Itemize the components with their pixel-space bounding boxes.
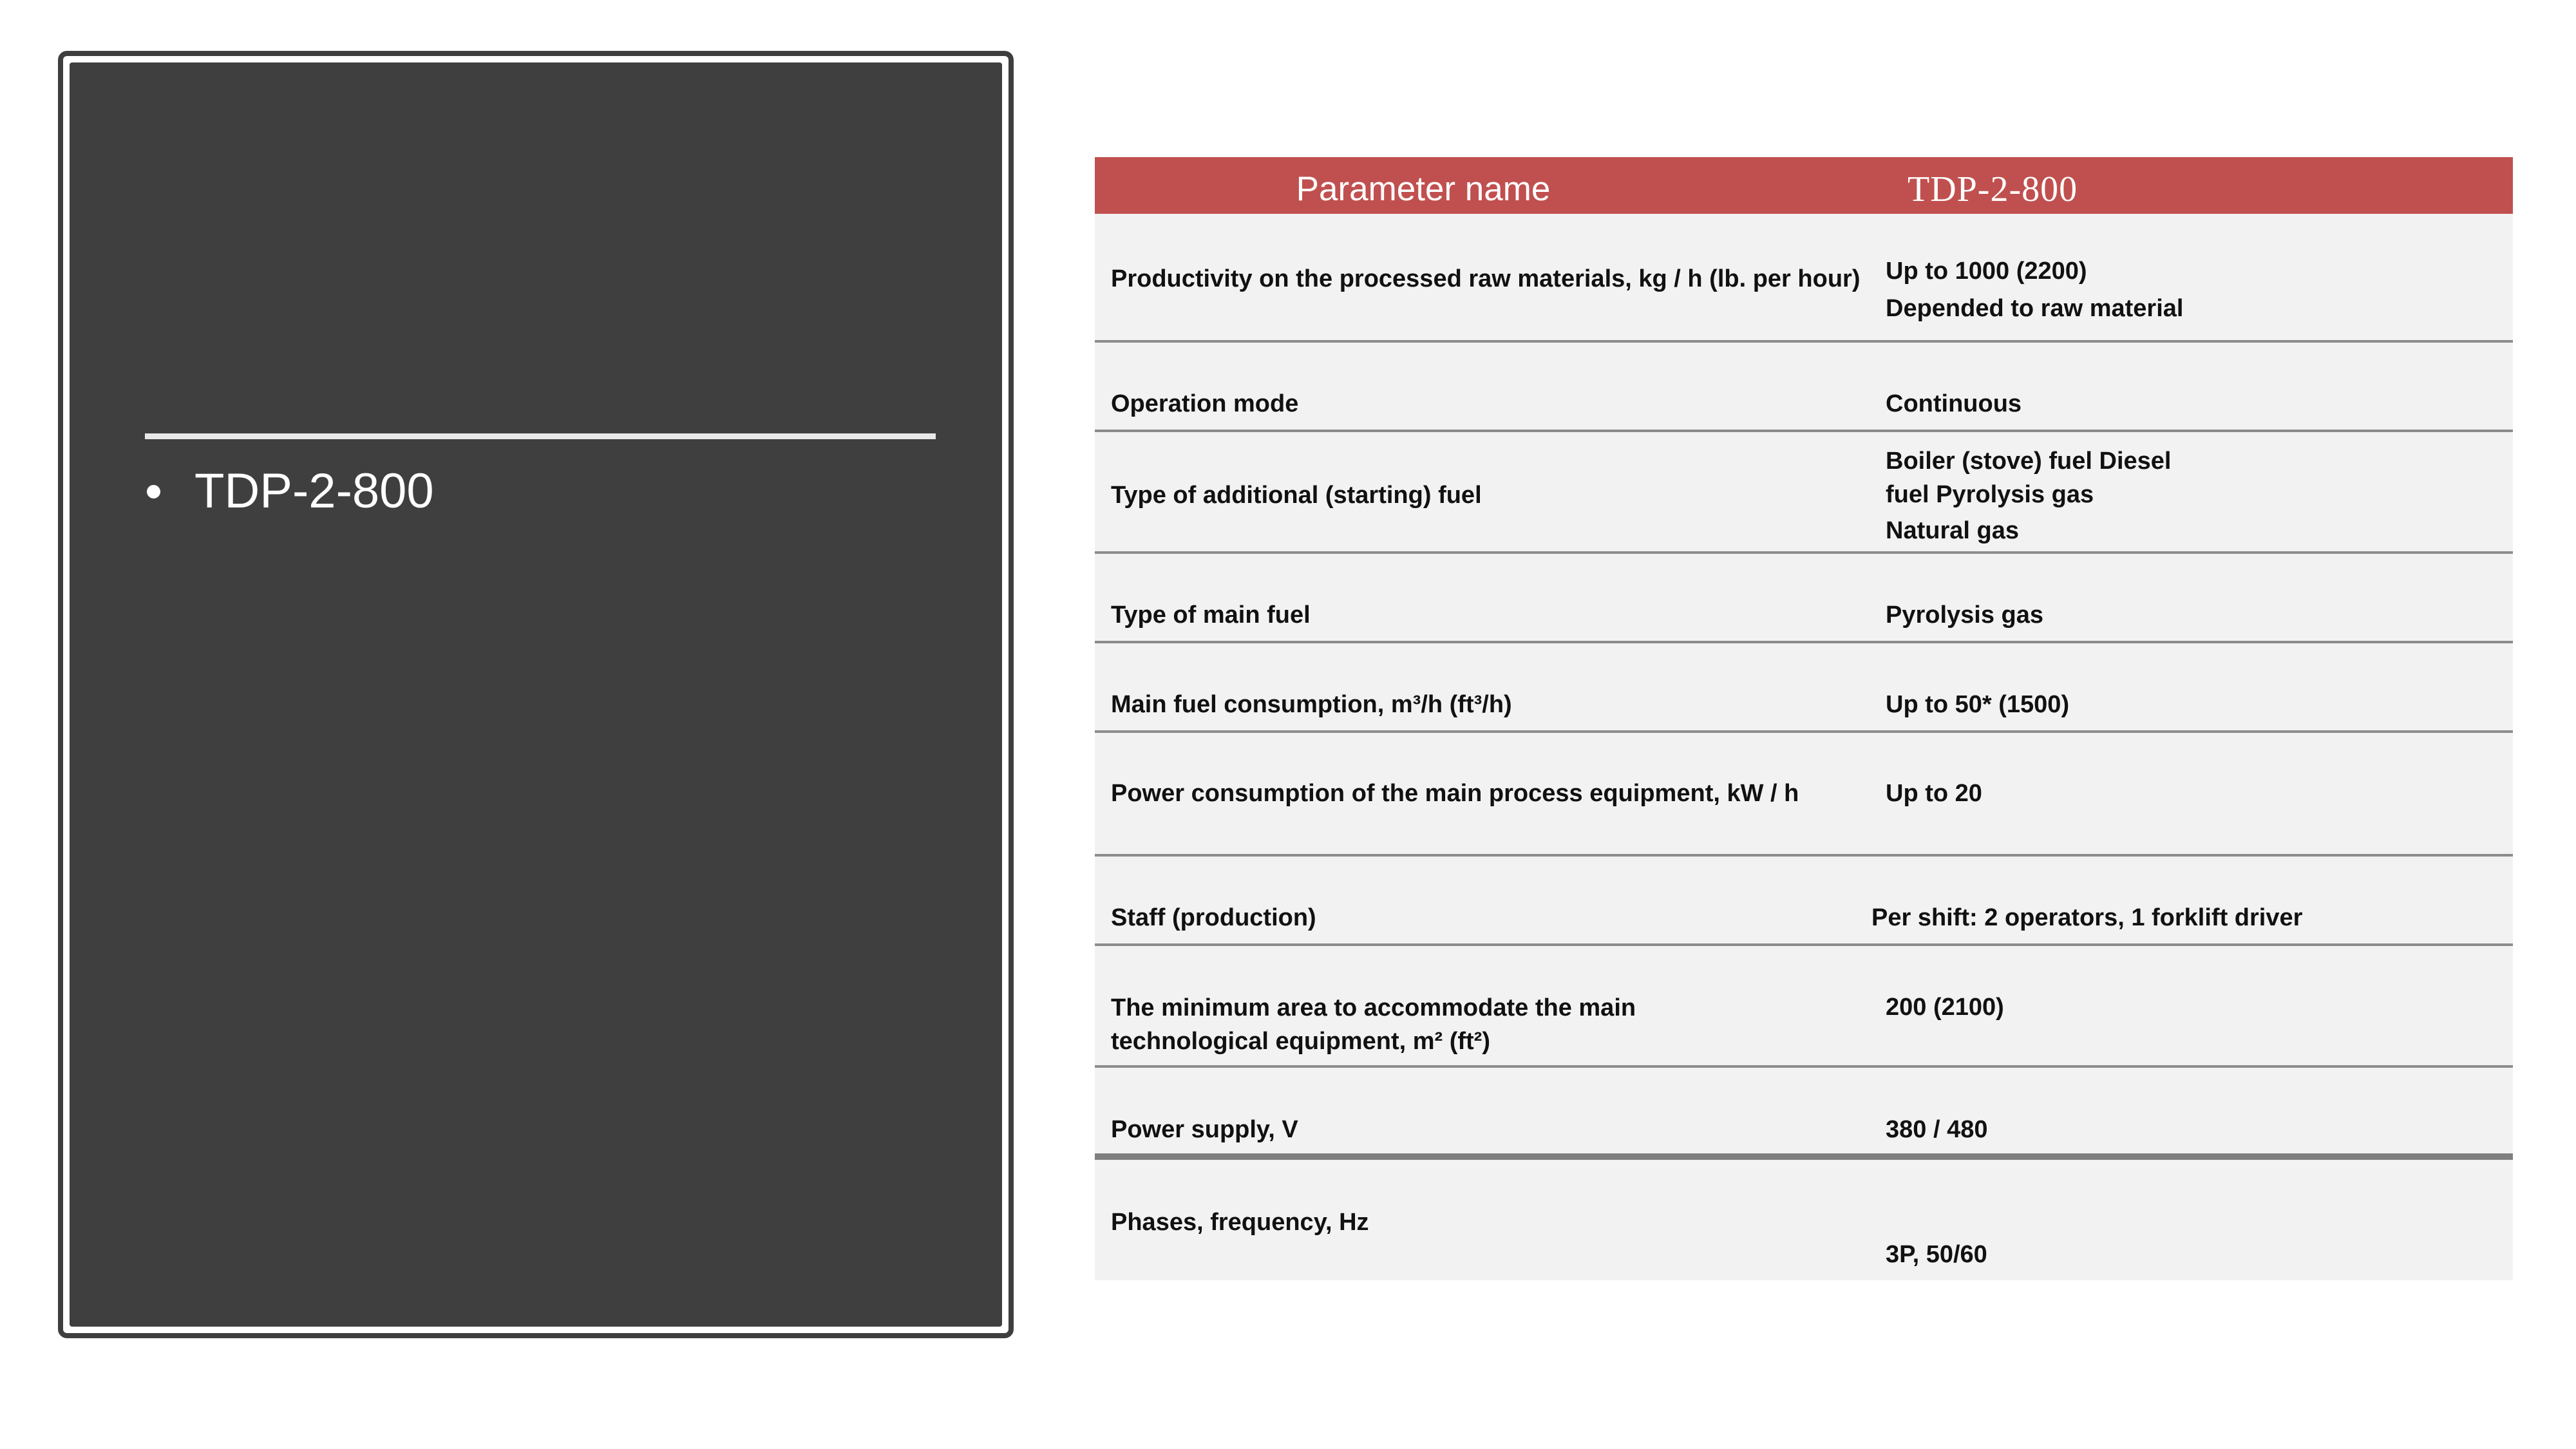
row-value-line: Natural gas xyxy=(1886,517,2019,544)
title-divider xyxy=(145,433,936,439)
table-row xyxy=(1095,857,2513,946)
row-value xyxy=(1886,775,2504,812)
row-value xyxy=(1886,1236,2504,1273)
row-value-line: Depended to raw material xyxy=(1886,295,2184,322)
header-parameter-name: Parameter name xyxy=(1296,170,1551,208)
table-row xyxy=(1095,1160,2513,1280)
row-value xyxy=(1886,596,2504,634)
row-value xyxy=(1886,989,2504,1026)
row-name: Staff (production) xyxy=(1111,904,1316,931)
row-name: Operation mode xyxy=(1111,390,1299,417)
row-name: Phases, frequency, Hz xyxy=(1111,1209,1369,1236)
row-name: Power consumption of the main process equipment, kW / h xyxy=(1111,780,1799,807)
row-value-line: 3P, 50/60 xyxy=(1886,1241,1987,1268)
row-value xyxy=(1871,899,2490,936)
title-panel-background xyxy=(70,62,1002,1327)
title-panel xyxy=(58,51,1014,1338)
row-name: Type of main fuel xyxy=(1111,601,1311,629)
table-row xyxy=(1095,214,2513,343)
row-value xyxy=(1886,444,2504,550)
row-name: Power supply, V xyxy=(1111,1116,1298,1143)
bullet-item xyxy=(147,456,434,527)
row-value-line: 200 (2100) xyxy=(1886,994,2004,1021)
bullet-text: TDP-2-800 xyxy=(194,464,434,518)
table-row xyxy=(1095,554,2513,643)
row-value-line: Up to 20 xyxy=(1886,780,1982,807)
spec-table xyxy=(1095,157,2513,1280)
row-value-line: Up to 1000 (2200) xyxy=(1886,258,2087,285)
row-name: Productivity on the processed raw materials, kg / h (lb. per hour) xyxy=(1111,265,1861,292)
table-row xyxy=(1095,1068,2513,1160)
table-header xyxy=(1095,157,2513,214)
row-value-line: Per shift: 2 operators, 1 forklift driver xyxy=(1871,904,2303,931)
table-row xyxy=(1095,946,2513,1068)
row-name: Type of additional (starting) fuel xyxy=(1111,482,1482,509)
row-value xyxy=(1886,1111,2504,1148)
table-row xyxy=(1095,733,2513,857)
table-row xyxy=(1095,343,2513,432)
row-value-line: Up to 50* (1500) xyxy=(1886,691,2070,718)
table-row xyxy=(1095,432,2513,554)
row-name: Main fuel consumption, m³/h (ft³/h) xyxy=(1111,691,1512,718)
bullet-dot-icon xyxy=(147,485,160,498)
table-row xyxy=(1095,643,2513,733)
header-model: TDP-2-800 xyxy=(1908,169,2078,209)
row-value-line: Boiler (stove) fuel Diesel xyxy=(1886,448,2172,475)
row-value-line: Continuous xyxy=(1886,390,2022,417)
row-value xyxy=(1886,686,2504,723)
row-value-line: Pyrolysis gas xyxy=(1886,601,2044,629)
row-value-line: 380 / 480 xyxy=(1886,1116,1988,1143)
row-name: The minimum area to accommodate the main technological equipment, m² (ft²) xyxy=(1111,994,1636,1055)
row-value xyxy=(1886,385,2504,422)
row-value xyxy=(1886,252,2504,327)
row-value-line: fuel Pyrolysis gas xyxy=(1886,481,2094,508)
